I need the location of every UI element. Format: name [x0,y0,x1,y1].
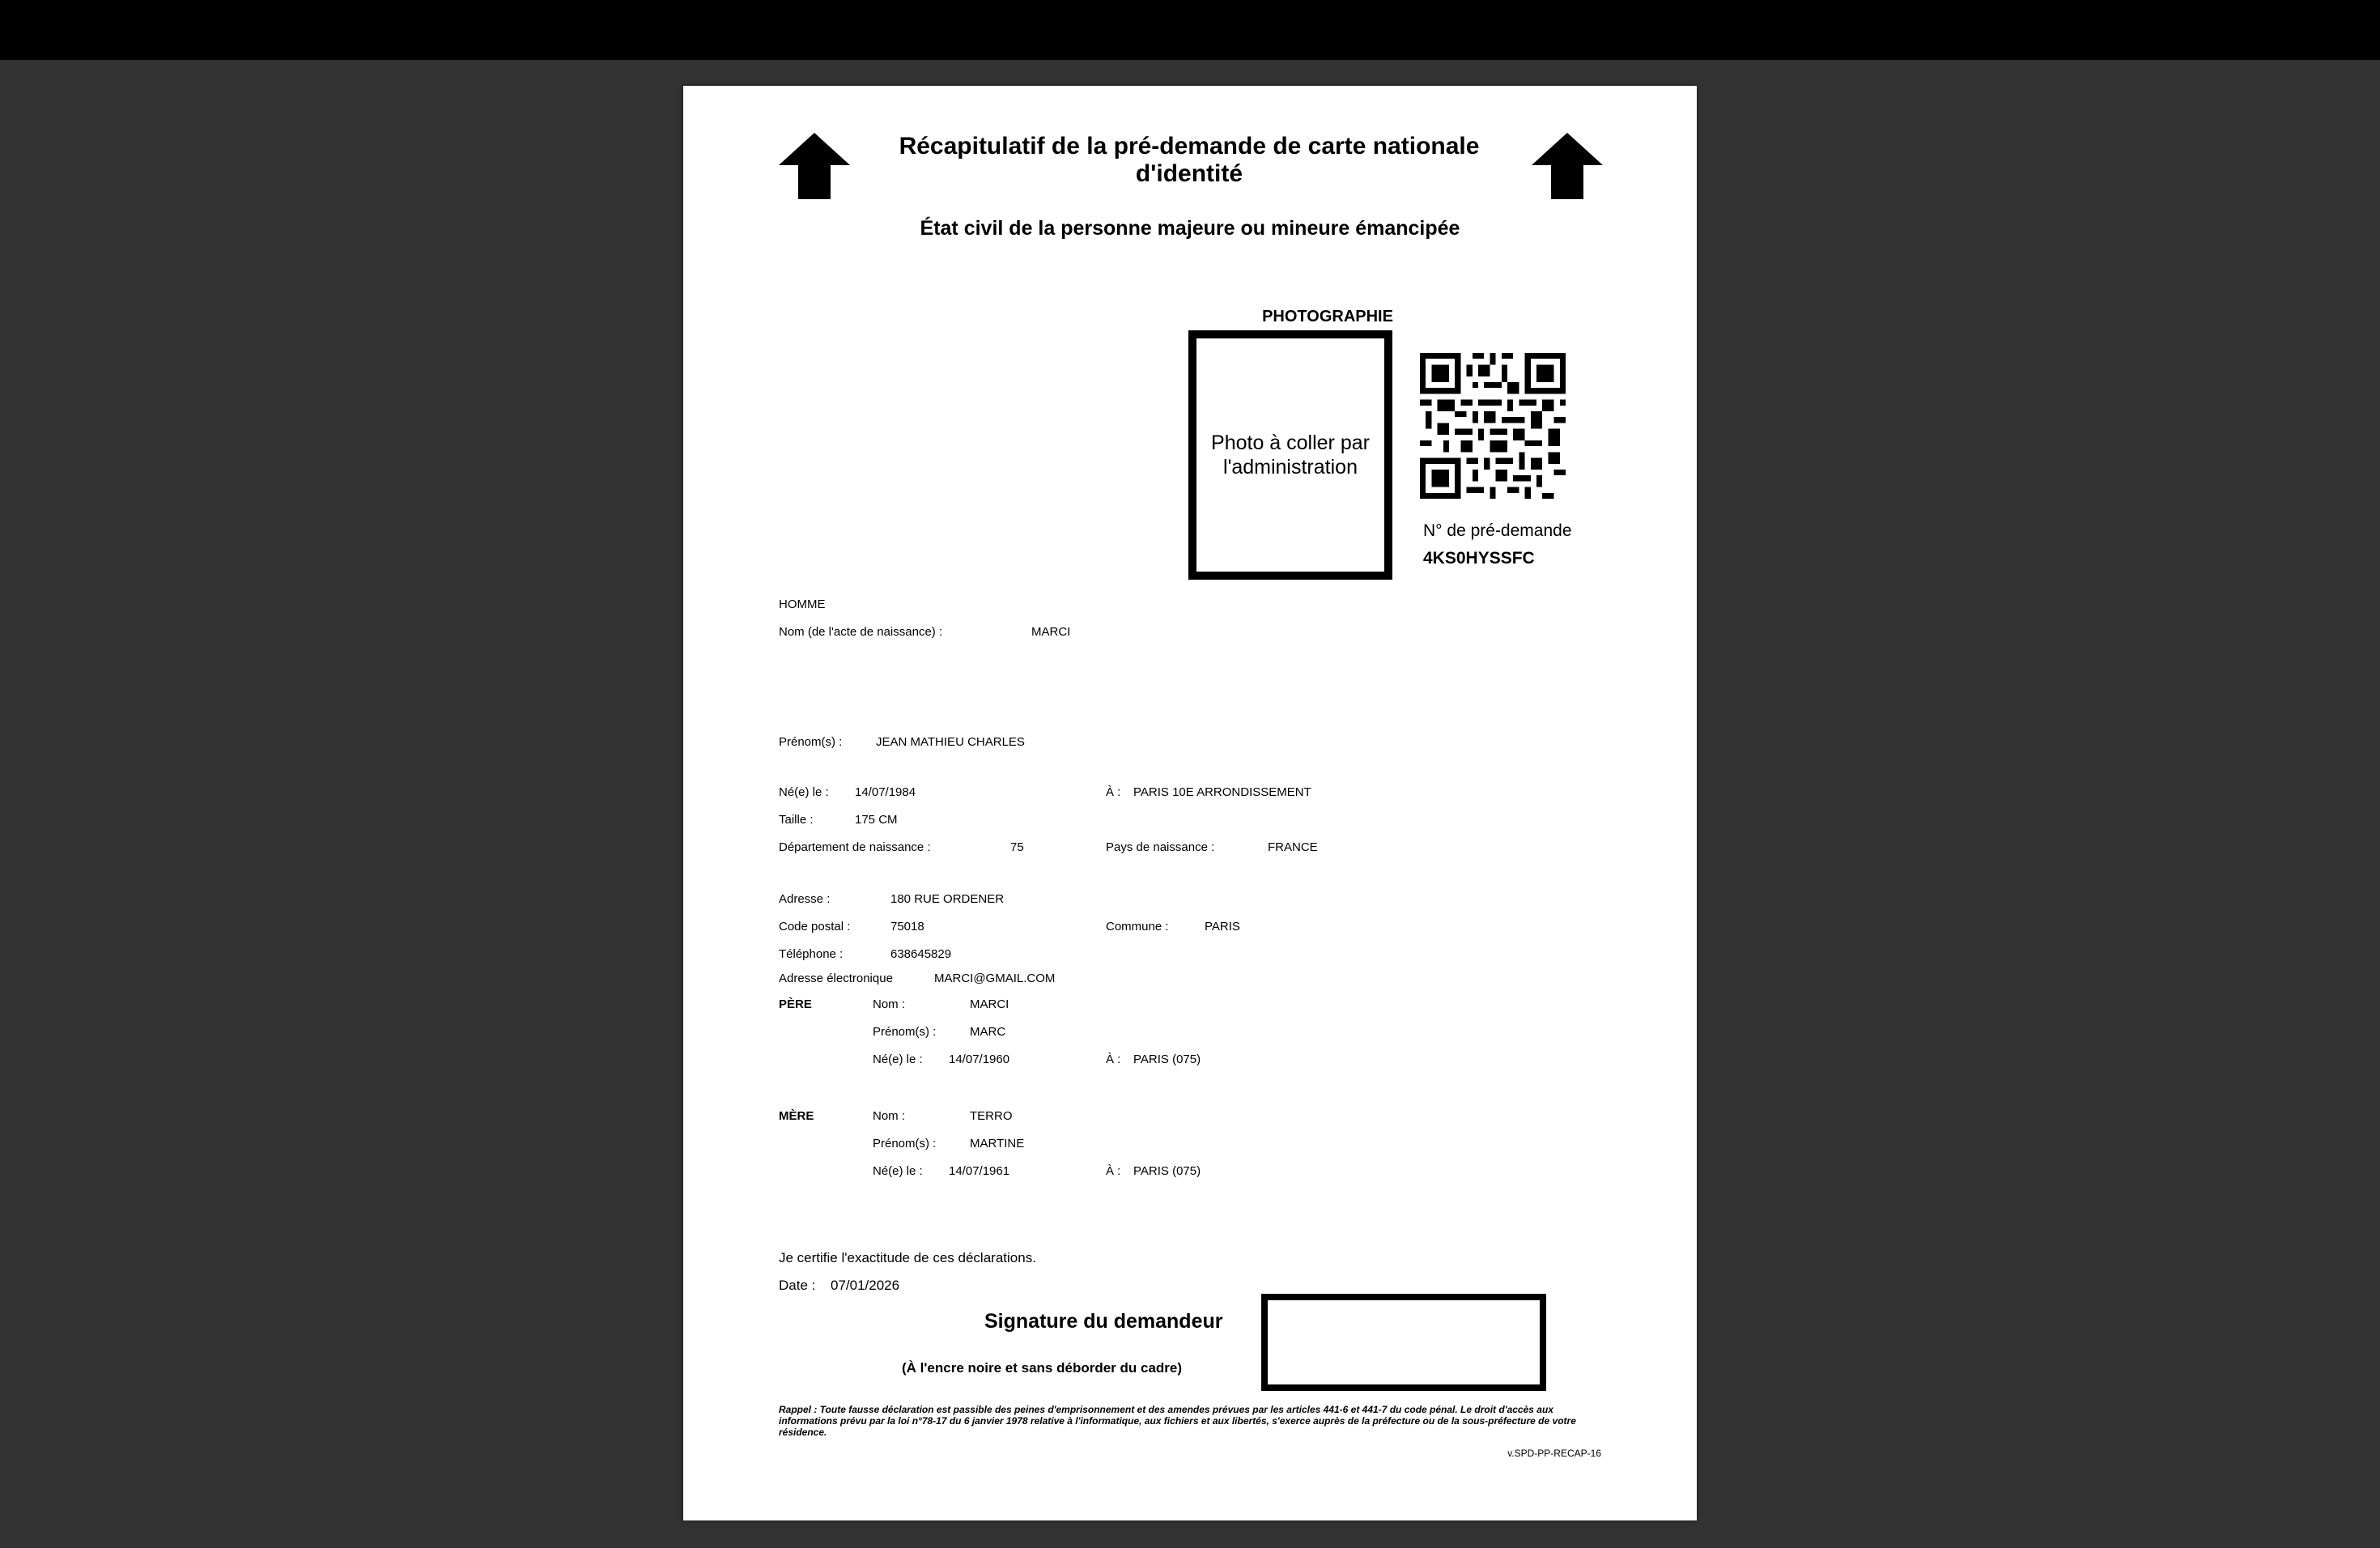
qr-code-icon [1420,353,1566,499]
mother-birthdate-label: Né(e) le : [873,1164,923,1178]
address-label: Adresse : [779,892,831,906]
name-label: Nom (de l'acte de naissance) : [779,625,943,639]
height-value: 175 CM [855,813,898,827]
mother-birthplace-value: PARIS (075) [1133,1164,1201,1178]
mother-heading: MÈRE [779,1109,814,1123]
document-title: Récapitulatif de la pré-demande de carte nationale d'identité [899,133,1480,187]
father-birthplace-value: PARIS (075) [1133,1053,1201,1066]
prerequest-number: 4KS0HYSSFC [1423,549,1535,568]
postal-code-label: Code postal : [779,920,851,933]
mother-birthplace-label: À : [1106,1164,1121,1178]
document-subtitle: État civil de la personne majeure ou mineure émancipée [920,217,1460,240]
form-version: v.SPD-PP-RECAP-16 [1507,1448,1601,1459]
certification-text: Je certifie l'exactitude de ces déclarations. [779,1250,1036,1265]
birthdate-label: Né(e) le : [779,785,829,799]
date-label: Date : [779,1278,816,1293]
height-label: Taille : [779,813,814,827]
birth-country-value: FRANCE [1268,840,1318,854]
phone-value: 638645829 [890,947,952,961]
mother-firstnames-value: MARTINE [970,1137,1025,1150]
father-birthdate-value: 14/07/1960 [949,1053,1010,1066]
document-page [683,86,1697,1520]
signature-title: Signature du demandeur [984,1310,1223,1333]
photo-placeholder: Photo à coller par l'administration [1211,432,1370,478]
signature-note: (À l'encre noire et sans déborder du cadre) [902,1360,1183,1376]
birth-department-label: Département de naissance : [779,840,931,854]
legal-reminder: Rappel : Toute fausse déclaration est passible des peines d'emprisonnement et des amendes prévues par les articles 441-6 et 441-7 du code pénal. Le droit d'accès aux informations prévu par la loi n°78-17 du 6 janvier 1978 relative à l'informatique, aux fichiers et aux libertés, s'exerce auprès de la préfecture ou de la sous-préfecture de votre résidence. [779,1404,1576,1438]
birthplace-value: PARIS 10E ARRONDISSEMENT [1133,785,1311,799]
viewer-top-bar [0,0,2380,60]
mother-firstnames-label: Prénom(s) : [873,1137,937,1150]
father-name-label: Nom : [873,997,906,1011]
father-firstnames-label: Prénom(s) : [873,1025,937,1039]
city-value: PARIS [1205,920,1240,933]
father-birthplace-label: À : [1106,1053,1121,1066]
father-firstnames-value: MARC [970,1025,1006,1039]
sex-value: HOMME [779,598,826,611]
firstnames-value: JEAN MATHIEU CHARLES [876,735,1025,749]
email-value: MARCI@GMAIL.COM [934,972,1056,985]
phone-label: Téléphone : [779,947,844,961]
mother-birthdate-value: 14/07/1961 [949,1164,1010,1178]
photo-frame [1188,330,1392,580]
birthplace-label: À : [1106,785,1121,799]
city-label: Commune : [1106,920,1169,933]
father-name-value: MARCI [970,997,1009,1011]
father-birthdate-label: Né(e) le : [873,1053,923,1066]
photo-heading: PHOTOGRAPHIE [1262,308,1393,325]
date-value: 07/01/2026 [831,1278,900,1293]
mother-name-value: TERRO [970,1109,1013,1123]
postal-code-value: 75018 [890,920,924,933]
address-value: 180 RUE ORDENER [890,892,1005,906]
firstnames-label: Prénom(s) : [779,735,843,749]
birth-country-label: Pays de naissance : [1106,840,1215,854]
father-heading: PÈRE [779,997,812,1011]
name-value: MARCI [1031,625,1071,639]
arrow-up-left-icon [779,133,850,199]
mother-name-label: Nom : [873,1109,906,1123]
birthdate-value: 14/07/1984 [855,785,916,799]
prerequest-number-label: N° de pré-demande [1423,521,1572,540]
signature-box [1261,1294,1546,1391]
email-label: Adresse électronique [779,972,893,985]
arrow-up-right-icon [1532,133,1603,199]
birth-department-value: 75 [1010,840,1024,854]
